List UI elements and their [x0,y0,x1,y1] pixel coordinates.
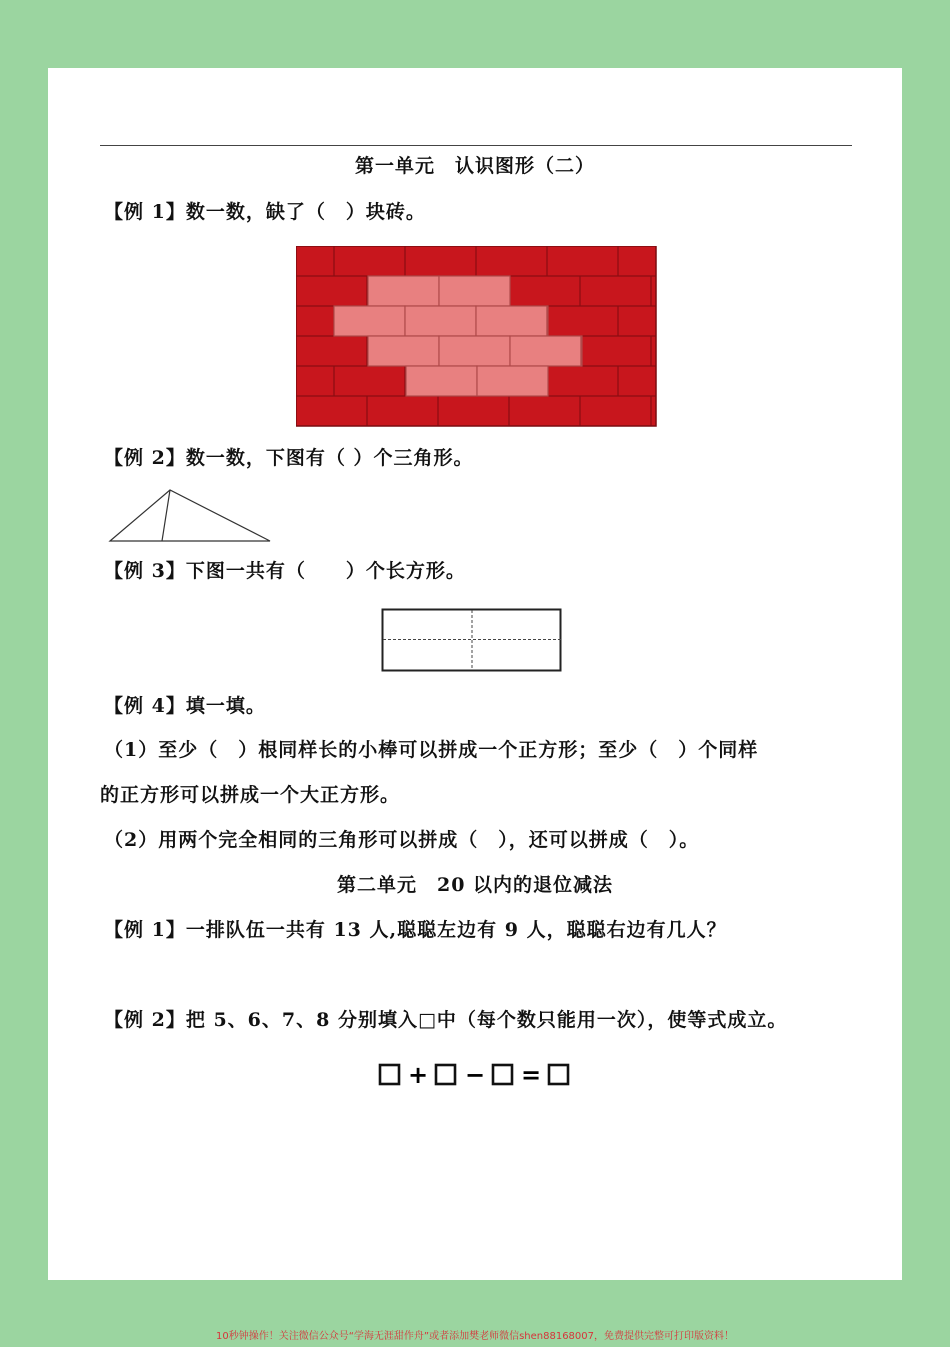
unit1-title: 第一单元 认识图形（二） [354,155,595,177]
worksheet-page [48,68,902,1280]
plus-sign: + [407,1061,429,1089]
brick-wall-figure [296,246,658,428]
light-brick [368,276,439,306]
example4-question2: （2）用两个完全相同的三角形可以拼成（ ），还可以拼成（ ）。 [104,829,700,851]
light-brick [439,276,510,306]
light-brick [477,366,548,396]
light-brick [581,336,582,366]
equals-sign: = [520,1061,542,1089]
light-brick [510,336,581,366]
unit1-example1: 【例 1】数一数，缺了（ ）块砖。 [104,201,426,223]
answer-box-2 [436,1065,455,1084]
unit2-title: 第二单元 20 以内的退位减法 [336,874,614,896]
minus-sign: − [464,1061,486,1089]
header-rule [100,145,852,146]
example4-question1-line1: （1）至少（ ）根同样长的小棒可以拼成一个正方形；至少（ ）个同样 [104,739,759,761]
triangle-figure [106,486,276,546]
unit2-example2: 【例 2】把 5、6、7、8 分别填入□中（每个数只能用一次），使等式成立。 [104,1009,788,1031]
light-brick [476,306,547,336]
unit2-example1: 【例 1】一排队伍一共有 13 人,聪聪左边有 9 人，聪聪右边有几人？ [104,919,727,941]
equation-figure [376,1061,576,1091]
answer-box-1 [380,1065,399,1084]
light-brick [405,306,476,336]
light-brick [406,366,477,396]
rectangle-figure [381,608,563,674]
answer-box-4 [549,1065,568,1084]
unit1-example2: 【例 2】数一数，下图有（ ）个三角形。 [104,447,474,469]
answer-box-3 [493,1065,512,1084]
light-brick [334,306,405,336]
unit1-example3: 【例 3】下图一共有（ ）个长方形。 [104,560,466,582]
unit1-example4: 【例 4】填一填。 [104,695,266,717]
footer-note: 10秒钟操作！关注微信公众号“学海无涯甜作舟”或者添加樊老师微信shen88168007，免费提供完整可打印版资料！ [215,1331,735,1342]
light-brick [439,336,510,366]
light-brick [547,306,548,336]
example4-question1-line2: 的正方形可以拼成一个大正方形。 [100,784,401,806]
light-brick [368,336,439,366]
